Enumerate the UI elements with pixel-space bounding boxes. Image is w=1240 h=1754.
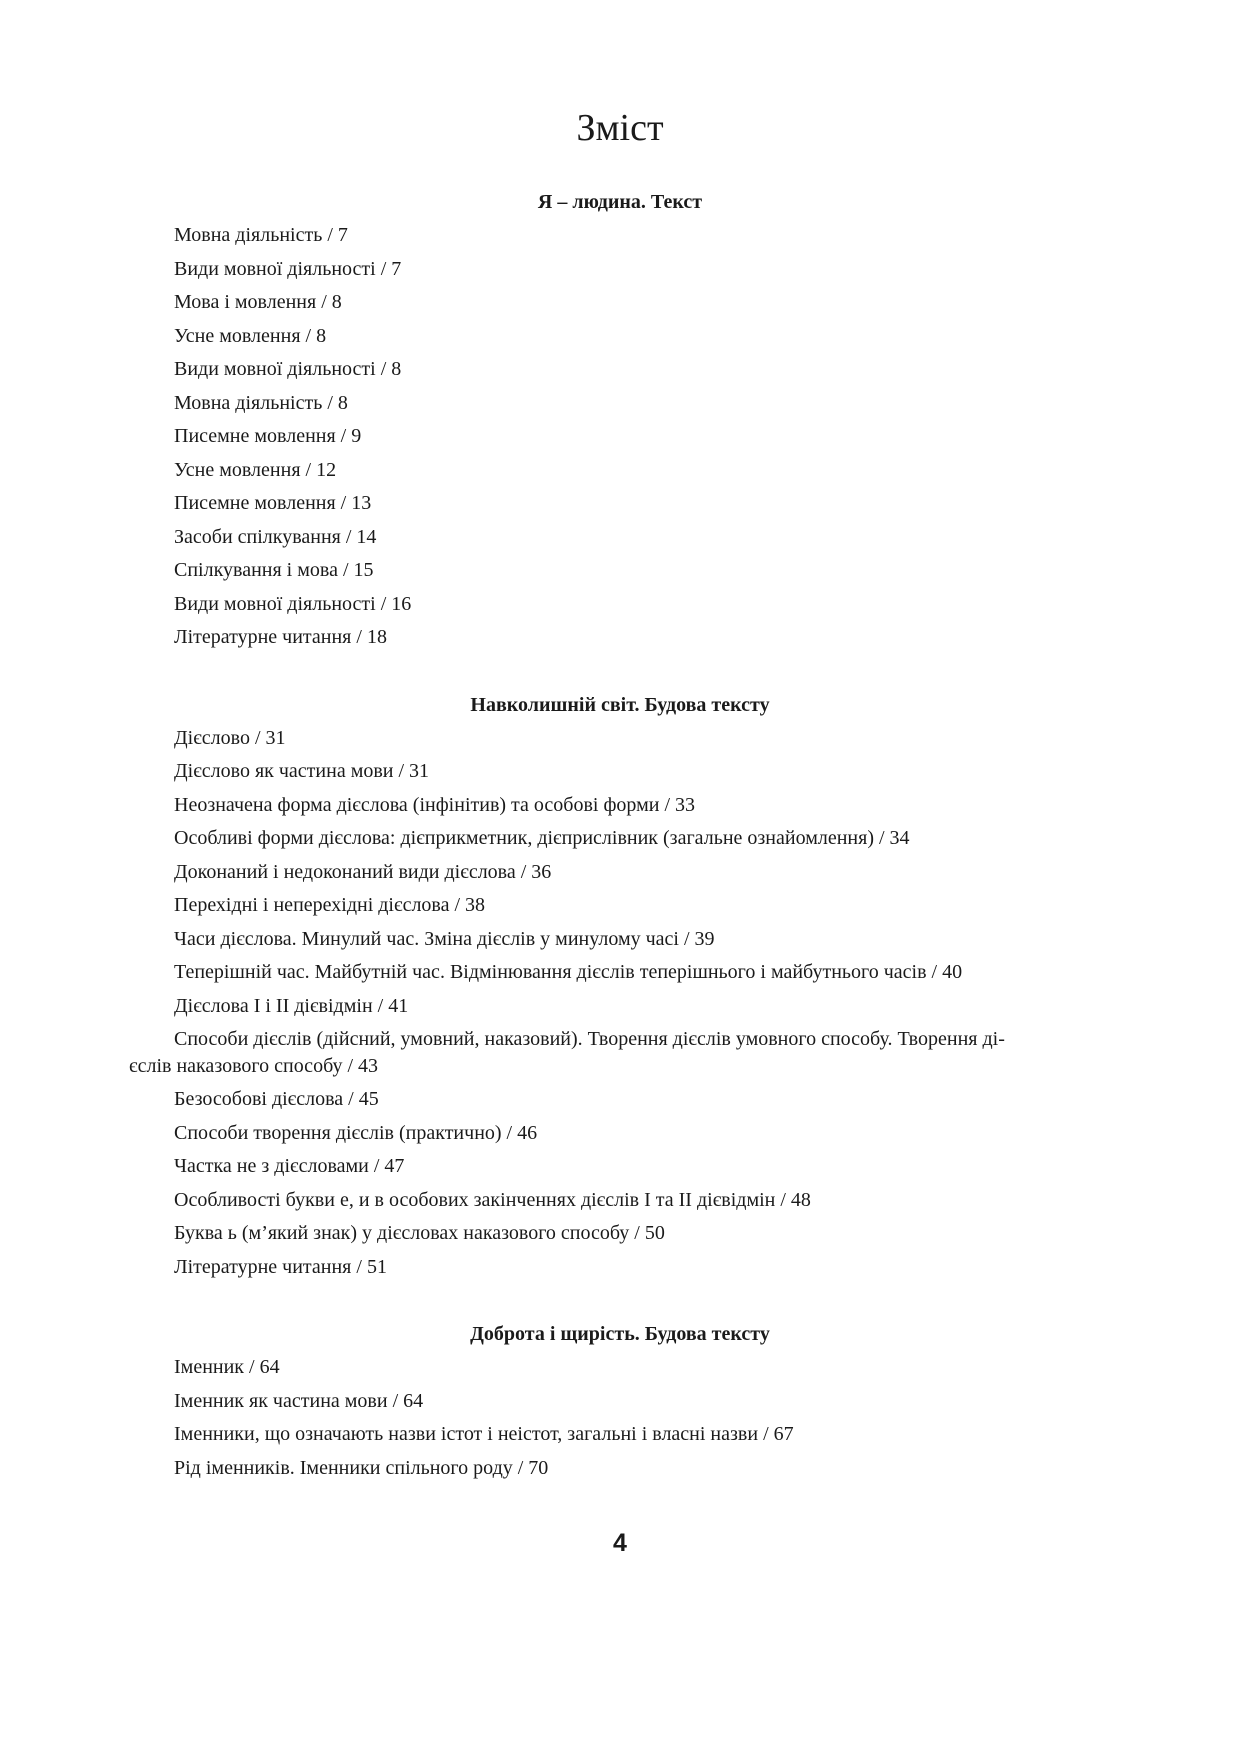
toc-entry-line-1: Способи дієслів (дійсний, умовний, наказовий). Творення дієслів умовного способу. Творення ді- bbox=[174, 1028, 1005, 1050]
toc-entry: Літературне читання / 18 bbox=[174, 626, 387, 648]
toc-entry: Рід іменників. Іменники спільного роду / 70 bbox=[174, 1456, 549, 1479]
toc-entry: Дієслово як частина мови / 31 bbox=[174, 760, 430, 782]
toc-list bbox=[0, 219, 1240, 655]
toc-entry: Мова і мовлення / 8 bbox=[174, 291, 342, 313]
toc-list bbox=[0, 722, 1240, 1285]
toc-entry: Види мовної діяльності / 7 bbox=[174, 257, 402, 280]
toc-entry: Способи творення дієслів (практично) / 46 bbox=[174, 1121, 538, 1144]
toc-section-1 bbox=[0, 186, 1240, 655]
toc-entry: Засоби спілкування / 14 bbox=[174, 525, 377, 548]
toc-list bbox=[0, 1351, 1240, 1485]
toc-entry: Дієслова І і ІІ дієвідмін / 41 bbox=[174, 994, 409, 1017]
toc-entry-line-2: єслів наказового способу / 43 bbox=[129, 1055, 379, 1077]
toc-entry: Види мовної діяльності / 8 bbox=[174, 358, 402, 380]
toc-entry-wrapped bbox=[0, 1023, 1090, 1083]
toc-entry: Особливі форми дієслова: дієприкметник, дієприслівник (загальне ознайомлення) / 34 bbox=[174, 827, 910, 849]
toc-entry: Іменники, що означають назви істот і неістот, загальні і власні назви / 67 bbox=[174, 1423, 794, 1445]
toc-entry: Безособові дієслова / 45 bbox=[174, 1088, 379, 1110]
toc-entry: Буква ь (м’який знак) у дієсловах наказового способу / 50 bbox=[174, 1222, 665, 1244]
toc-entry: Іменник / 64 bbox=[174, 1356, 280, 1378]
toc-entry: Писемне мовлення / 9 bbox=[174, 425, 362, 447]
section-heading: Я – людина. Текст bbox=[537, 191, 703, 213]
toc-entry: Усне мовлення / 8 bbox=[174, 324, 327, 347]
section-heading: Навколишній світ. Будова тексту bbox=[470, 693, 770, 716]
toc-entry: Мовна діяльність / 7 bbox=[174, 224, 348, 246]
toc-entry: Дієслово / 31 bbox=[174, 726, 286, 749]
page-number: 4 bbox=[613, 1529, 627, 1557]
toc-entry: Усне мовлення / 12 bbox=[174, 458, 337, 481]
page-title: Зміст bbox=[576, 107, 664, 149]
toc-entry: Види мовної діяльності / 16 bbox=[174, 592, 412, 615]
toc-entry: Частка не з дієсловами / 47 bbox=[174, 1155, 405, 1177]
toc-section-2 bbox=[0, 689, 1240, 1285]
section-heading: Доброта і щирість. Будова тексту bbox=[470, 1323, 770, 1345]
toc-entry: Особливості букви е, и в особових закінченнях дієслів І та ІІ дієвідмін / 48 bbox=[174, 1188, 811, 1211]
toc-entry: Іменник як частина мови / 64 bbox=[174, 1389, 424, 1412]
toc-entry: Писемне мовлення / 13 bbox=[174, 492, 372, 514]
toc-entry: Часи дієслова. Минулий час. Зміна дієслів у минулому часі / 39 bbox=[174, 927, 715, 950]
toc-entry: Неозначена форма дієслова (інфінітив) та особові форми / 33 bbox=[174, 793, 696, 816]
toc-entry: Спілкування і мова / 15 bbox=[174, 559, 374, 581]
table-of-contents bbox=[0, 186, 1240, 1519]
toc-entry: Літературне читання / 51 bbox=[174, 1255, 387, 1278]
toc-entry: Перехідні і неперехідні дієслова / 38 bbox=[174, 894, 486, 916]
toc-entry: Мовна діяльність / 8 bbox=[174, 391, 348, 414]
toc-entry: Теперішній час. Майбутній час. Відмінювання дієслів теперішнього і майбутнього часів / 40 bbox=[174, 961, 963, 983]
toc-entry: Доконаний і недоконаний види дієслова / 36 bbox=[174, 860, 552, 883]
toc-section-3 bbox=[0, 1318, 1240, 1485]
